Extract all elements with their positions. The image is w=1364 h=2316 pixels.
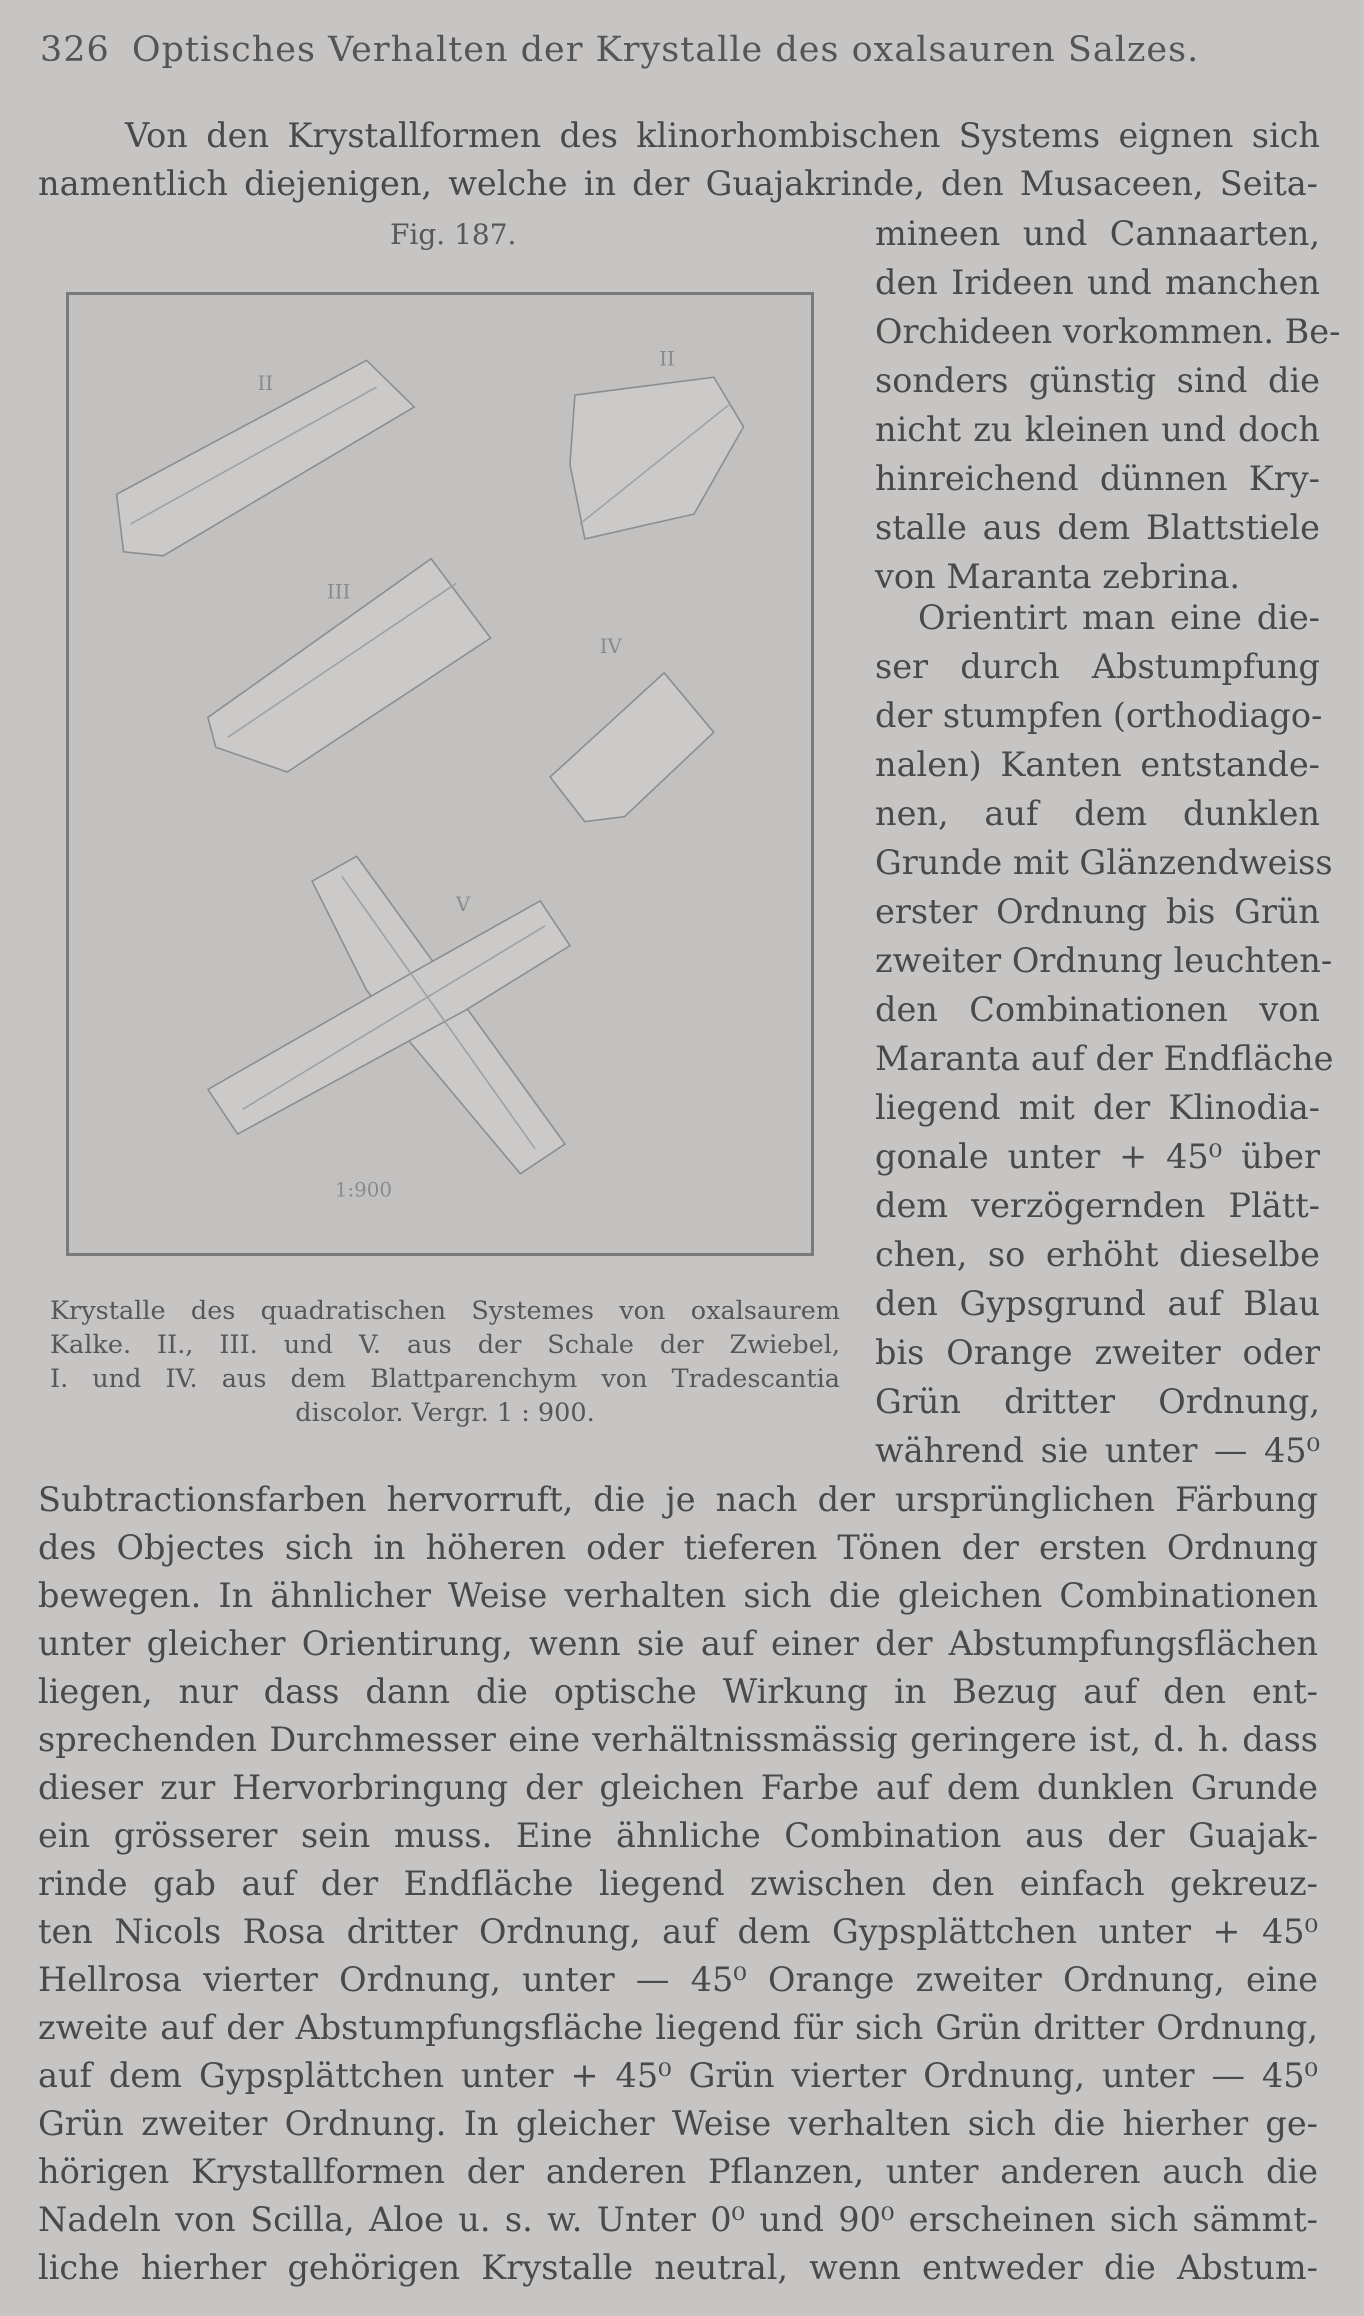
crystal-figure [66,292,814,1256]
crystal-label: III [326,580,351,604]
column-line: nalen) Kanten entstande- [875,745,1320,784]
column-line: sonders günstig sind die [875,361,1320,400]
crystal-label: II [257,372,274,396]
column-line: den Combinationen von [875,990,1320,1029]
column-line: Orientirt man eine die- [918,598,1320,637]
column-line: hinreichend dünnen Kry- [875,459,1320,498]
column-line: nen, auf dem dunklen [875,794,1320,833]
body-line: Grün zweiter Ordnung. In gleicher Weise verhalten sich die hierher ge- [38,2104,1318,2143]
body-line: auf dem Gypsplättchen unter + 45⁰ Grün vierter Ordnung, unter — 45⁰ [38,2056,1318,2095]
body-line: Subtractionsfarben hervorruft, die je nach der ursprünglichen Färbung [38,1480,1318,1519]
body-line: ein grösserer sein muss. Eine ähnliche Combination aus der Guajak- [38,1816,1318,1855]
column-line: von Maranta zebrina. [875,557,1241,596]
figure-label: Fig. 187. [390,218,517,251]
body-line: ten Nicols Rosa dritter Ordnung, auf dem Gypsplättchen unter + 45⁰ [38,1912,1318,1951]
column-line: der stumpfen (orthodiago- [875,696,1323,735]
column-line: nicht zu kleinen und doch [875,410,1320,449]
body-line: liegen, nur dass dann die optische Wirkung in Bezug auf den ent- [38,1672,1318,1711]
body-line: sprechenden Durchmesser eine verhältnissmässig geringere ist, d. h. dass [38,1720,1318,1759]
body-line: Hellrosa vierter Ordnung, unter — 45⁰ Orange zweiter Ordnung, eine [38,1960,1318,1999]
figure-caption-line: I. und IV. aus dem Blattparenchym von Tradescantia [50,1364,840,1394]
column-line: stalle aus dem Blattstiele [875,508,1320,547]
column-line: erster Ordnung bis Grün [875,892,1320,931]
column-line: zweiter Ordnung leuchten- [875,941,1333,980]
crystal-label: V [455,892,471,916]
page-header [40,30,1340,70]
crystal-drawing [69,295,811,1253]
running-title: Optisches Verhalten der Krystalle des oxalsauren Salzes. [131,30,1200,70]
column-line: Orchideen vorkommen. Be- [875,312,1341,351]
body-line: hörigen Krystallformen der anderen Pflanzen, unter anderen auch die [38,2152,1318,2191]
column-line: mineen und Cannaarten, [875,214,1320,253]
figure-caption-line: Kalke. II., III. und V. aus der Schale der Zwiebel, [50,1330,840,1360]
column-line: chen, so erhöht dieselbe [875,1235,1320,1274]
column-line: den Irideen und manchen [875,263,1320,302]
body-line: rinde gab auf der Endfläche liegend zwischen den einfach gekreuz- [38,1864,1318,1903]
column-line: den Gypsgrund auf Blau [875,1284,1320,1323]
crystal-label: II [659,347,675,371]
column-line: Maranta auf der Endfläche [875,1039,1334,1078]
body-line: liche hierher gehörigen Krystalle neutral, wenn entweder die Abstum- [38,2248,1318,2287]
figure-caption-line: discolor. Vergr. 1 : 900. [295,1398,595,1428]
column-line: ser durch Abstumpfung [875,647,1320,686]
column-line: gonale unter + 45⁰ über [875,1137,1320,1176]
body-line: bewegen. In ähnlicher Weise verhalten sich die gleichen Combinationen [38,1576,1318,1615]
figure-caption-line: Krystalle des quadratischen Systemes von oxalsaurem [50,1296,840,1326]
body-line: zweite auf der Abstumpfungsfläche liegend für sich Grün dritter Ordnung, [38,2008,1318,2047]
body-line: dieser zur Hervorbringung der gleichen Farbe auf dem dunklen Grunde [38,1768,1318,1807]
column-line: dem verzögernden Plätt- [875,1186,1320,1225]
body-line: unter gleicher Orientirung, wenn sie auf einer der Abstumpfungsflächen [38,1624,1318,1663]
column-line: bis Orange zweiter oder [875,1333,1320,1372]
intro-line: Von den Krystallformen des klinorhombischen Systems eignen sich [125,116,1320,155]
scale-mark: 1:900 [334,1178,393,1202]
column-line: Grün dritter Ordnung, [875,1382,1320,1421]
crystal-shape [550,673,714,822]
page-number: 326 [40,30,110,70]
crystal-shape [570,377,744,539]
column-line: während sie unter — 45⁰ [875,1431,1320,1470]
crystal-label: IV [599,634,622,658]
column-line: liegend mit der Klinodia- [875,1088,1320,1127]
body-line: des Objectes sich in höheren oder tieferen Tönen der ersten Ordnung [38,1528,1318,1567]
column-line: Grunde mit Glänzendweiss [875,843,1333,882]
body-line: Nadeln von Scilla, Aloe u. s. w. Unter 0⁰ und 90⁰ erscheinen sich sämmt- [38,2200,1318,2239]
intro-line: namentlich diejenigen, welche in der Guajakrinde, den Musaceen, Seita- [38,164,1318,203]
